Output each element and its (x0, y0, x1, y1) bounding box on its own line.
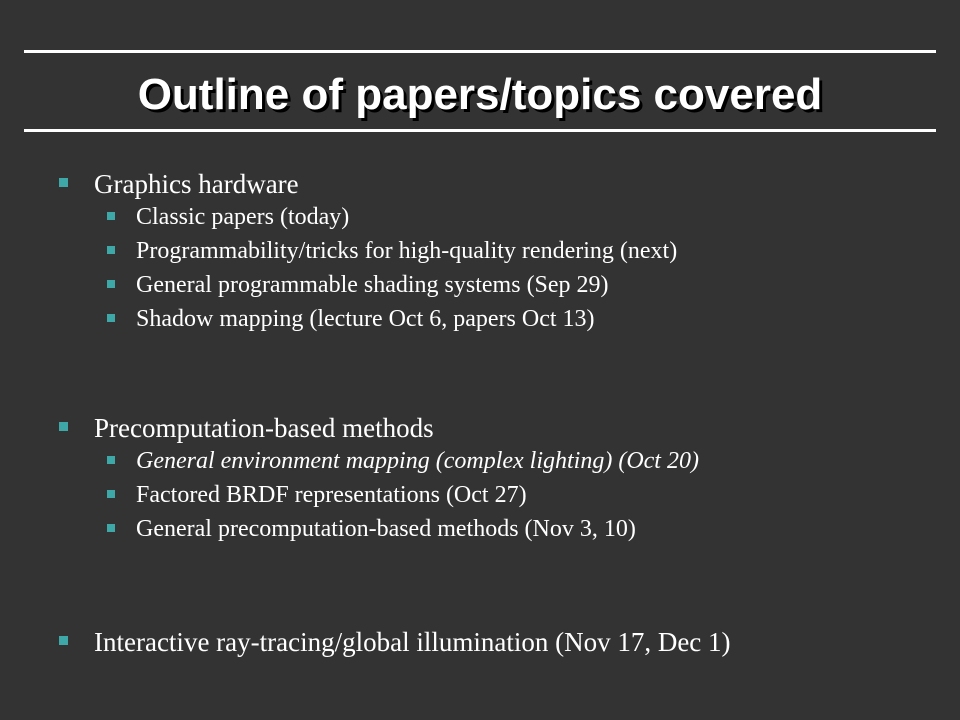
list-item (136, 237, 677, 265)
list-item (136, 271, 609, 299)
square-bullet-icon (107, 212, 115, 220)
list-item (136, 203, 349, 231)
section-interactive-ray-tracing (94, 627, 731, 657)
title-top-rule (24, 50, 936, 53)
square-bullet-icon (59, 422, 68, 431)
list-item-text: Factored BRDF representations (Oct 27) (136, 482, 527, 508)
list-item-text: General environment mapping (complex lighting) (Oct 20) (136, 448, 699, 474)
square-bullet-icon (107, 280, 115, 288)
section-heading: Graphics hardware (94, 169, 299, 199)
list-item-text: Shadow mapping (lecture Oct 6, papers Oct 13) (136, 306, 595, 332)
section-graphics-hardware (94, 169, 299, 199)
slide-title: Outline of papers/topics covered (137, 70, 823, 119)
square-bullet-icon (107, 490, 115, 498)
list-item (136, 305, 595, 333)
list-item (136, 481, 527, 509)
square-bullet-icon (107, 456, 115, 464)
list-item (136, 515, 636, 543)
section-heading: Interactive ray-tracing/global illumination (Nov 17, Dec 1) (94, 627, 731, 657)
section-heading: Precomputation-based methods (94, 413, 434, 443)
section-precomputation (94, 413, 434, 443)
square-bullet-icon (107, 314, 115, 322)
list-item (136, 447, 699, 475)
square-bullet-icon (59, 636, 68, 645)
list-item-text: General precomputation-based methods (Nov 3, 10) (136, 516, 636, 542)
list-item-text: General programmable shading systems (Sep 29) (136, 272, 609, 298)
square-bullet-icon (107, 524, 115, 532)
title-bottom-rule (24, 129, 936, 132)
square-bullet-icon (107, 246, 115, 254)
list-item-text: Programmability/tricks for high-quality rendering (next) (136, 238, 678, 264)
list-item-text: Classic papers (today) (136, 204, 350, 230)
square-bullet-icon (59, 178, 68, 187)
